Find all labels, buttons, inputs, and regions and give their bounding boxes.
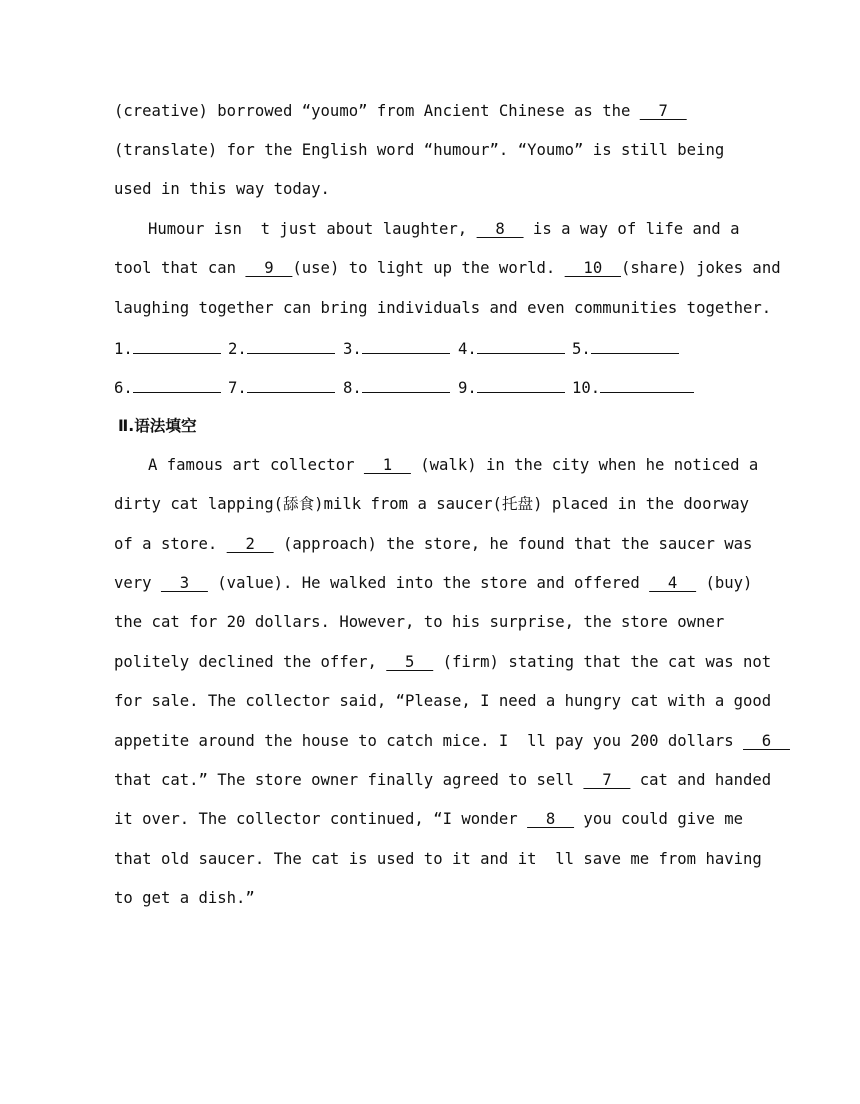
passage2-line-10: it over. The collector continued, “I wonder 8 you could give me [114,810,744,828]
blank-number: 7 [639,102,687,120]
blank-number: 9 [245,259,293,277]
blank-number: 1 [363,456,411,474]
answer-blank-7[interactable]: 7. [228,376,335,398]
answer-blank-5[interactable]: 5. [572,337,679,359]
passage1-line-2: (translate) for the English word “humour”. “Youmo” is still being [114,141,725,159]
blank-number: 6 [743,732,790,750]
blank-number: 8 [527,810,575,828]
passage1-line-3: used in this way today. [114,180,330,198]
passage2-line-12: to get a dish.” [114,889,255,907]
answer-row-2 [114,376,734,396]
blank-number: 3 [160,574,208,592]
passage1-line-6: laughing together can bring individuals and even communities together. [114,299,772,317]
passage2-line-6: politely declined the offer, 5 (firm) stating that the cat was not [114,653,772,671]
blank-number: 8 [476,220,524,238]
passage2-line-3: of a store. 2 (approach) the store, he found that the saucer was [114,535,753,553]
passage2-line-11: that old saucer. The cat is used to it and it ll save me from having [114,850,762,868]
answer-blank-6[interactable]: 6. [114,376,221,398]
passage2-line-7: for sale. The collector said, “Please, I need a hungry cat with a good [114,692,772,710]
passage2-line-5: the cat for 20 dollars. However, to his surprise, the store owner [114,613,725,631]
blank-number: 2 [226,535,274,553]
passage2-line-1: A famous art collector 1 (walk) in the city when he noticed a [148,456,759,474]
section-heading: Ⅱ.语法填空 [118,417,197,435]
passage1-line-5: tool that can 9 (use) to light up the world. 10 (share) jokes and [114,259,781,277]
answer-blank-3[interactable]: 3. [343,337,450,359]
blank-number: 7 [583,771,631,789]
blank-number: 10 [564,259,621,277]
answer-blank-4[interactable]: 4. [458,337,565,359]
blank-number: 5 [386,653,434,671]
passage2-line-4: very 3 (value). He walked into the store and offered 4 (buy) [114,574,753,592]
passage2-line-9: that cat.” The store owner finally agreed to sell 7 cat and handed [114,771,772,789]
answer-row-1 [114,337,734,357]
passage2-line-8: appetite around the house to catch mice. I ll pay you 200 dollars 6 [114,732,790,750]
answer-blank-2[interactable]: 2. [228,337,335,359]
passage2-line-2: dirty cat lapping(舔食)milk from a saucer(托盘) placed in the doorway [114,495,750,513]
blank-number: 4 [649,574,697,592]
answer-blank-8[interactable]: 8. [343,376,450,398]
answer-blank-10[interactable]: 10. [572,376,694,398]
passage1-line-4: Humour isn t just about laughter, 8 is a way of life and a [148,220,740,238]
answer-blank-9[interactable]: 9. [458,376,565,398]
answer-blank-1[interactable]: 1. [114,337,221,359]
passage1-line-1: (creative) borrowed “youmo” from Ancient Chinese as the 7 [114,102,687,120]
